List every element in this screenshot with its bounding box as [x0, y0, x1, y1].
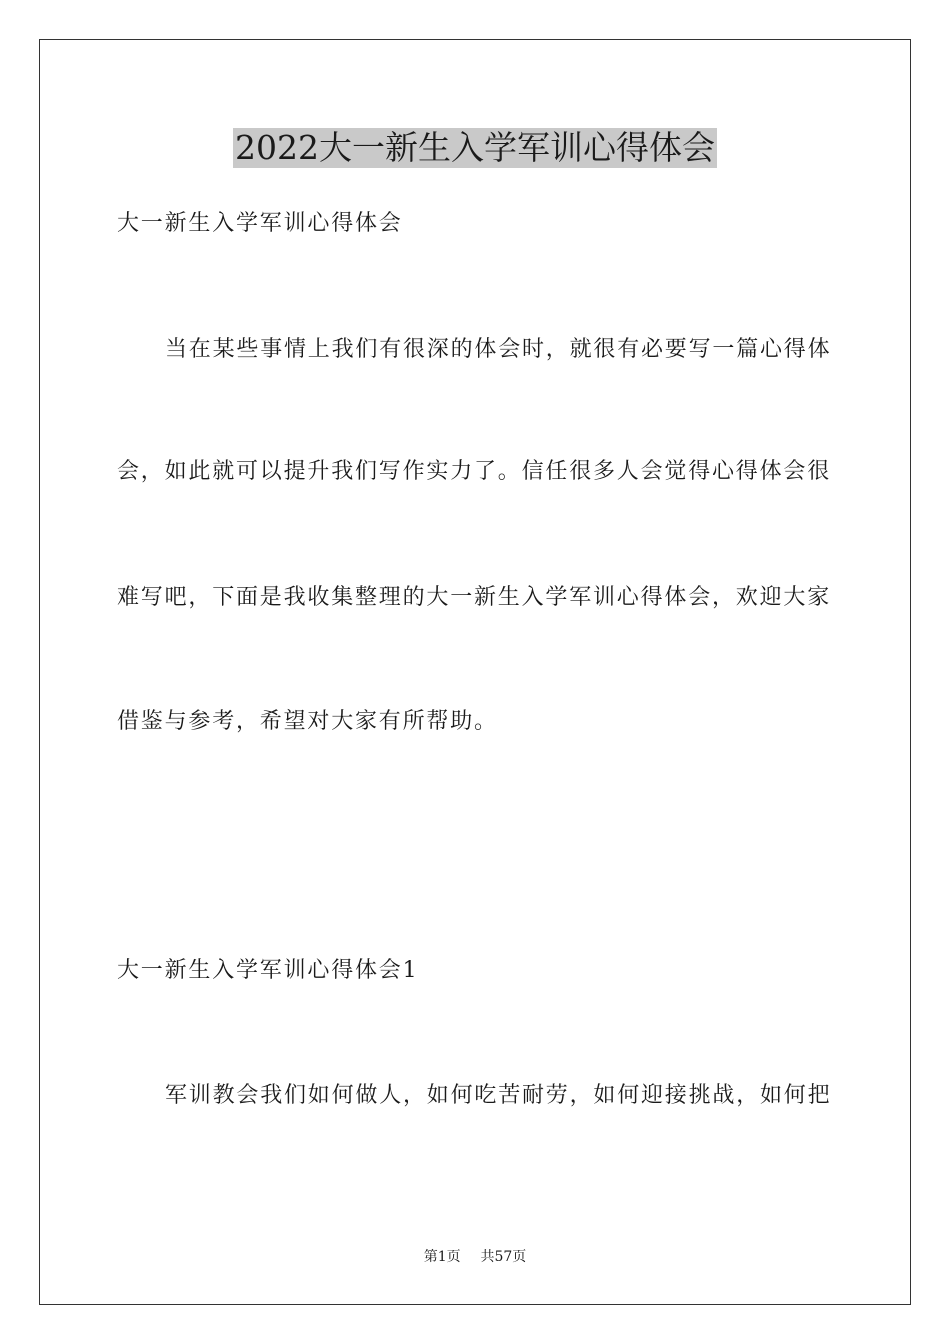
title-container: [0, 128, 950, 168]
section-line-1: 军训教会我们如何做人，如何吃苦耐劳，如何迎接挑战，如何把: [165, 1083, 832, 1108]
intro-line-4: 借鉴与参考，希望对大家有所帮助。: [117, 709, 498, 734]
intro-line-1: 当在某些事情上我们有很深的体会时，就很有必要写一篇心得体: [165, 337, 832, 362]
page-footer: [0, 1248, 950, 1266]
intro-line-3: 难写吧，下面是我收集整理的大一新生入学军训心得体会，欢迎大家: [117, 585, 832, 610]
page-number: 第1页: [423, 1249, 461, 1265]
intro-line-2: 会，如此就可以提升我们写作实力了。信任很多人会觉得心得体会很: [117, 459, 832, 484]
document-subtitle: 大一新生入学军训心得体会: [117, 211, 403, 236]
document-title: 2022大一新生入学军训心得体会: [235, 128, 715, 167]
section-heading: 大一新生入学军训心得体会1: [117, 958, 419, 983]
page-total: 共57页: [480, 1249, 527, 1265]
